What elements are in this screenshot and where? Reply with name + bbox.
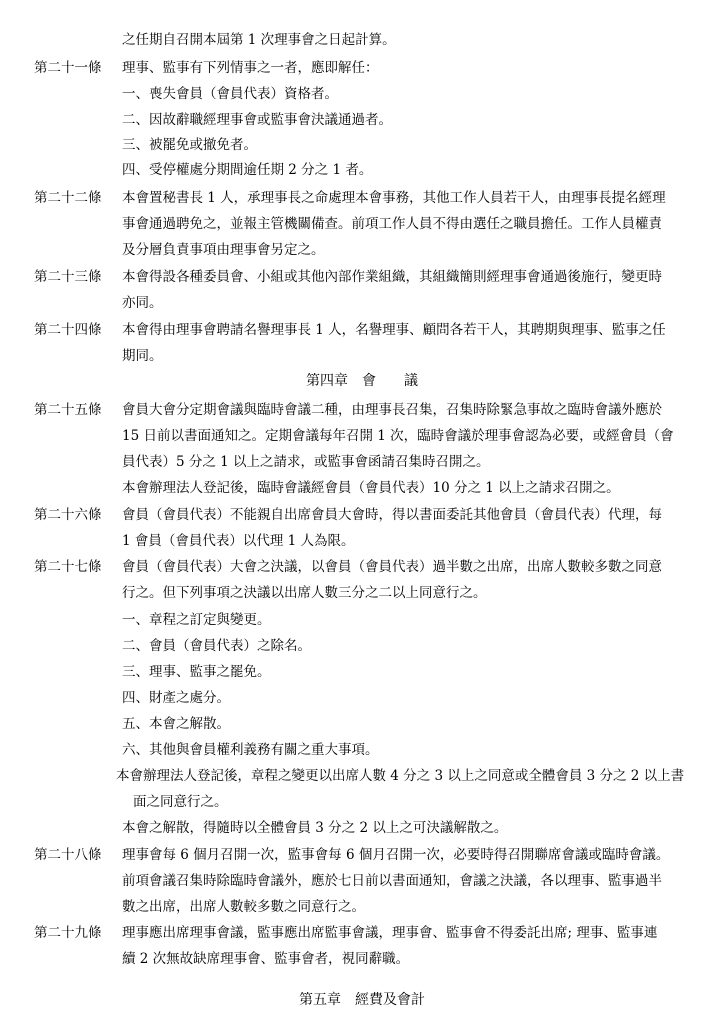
article-number: 第二十七條 [34, 559, 102, 575]
list-item: 一、章程之訂定與變更。 [122, 612, 271, 628]
text-line: 15 日前以書面通知之。定期會議每年召開 1 次，臨時會議於理事會認為必要，或經會員（會 [122, 428, 674, 444]
text-line: 事會通過聘免之，並報主管機關備查。前項工作人員不得由選任之職員擔任。工作人員權責 [122, 216, 662, 232]
text-line: 理事應出席理事會議，監事應出席監事會議，理事會、監事會不得委託出席; 理事、監事連 [122, 925, 658, 941]
article-number: 第二十四條 [34, 322, 102, 338]
article-number: 第二十五條 [34, 402, 102, 418]
text-line: 本會得設各種委員會、小組或其他內部作業組織，其組織簡則經理事會通過後施行，變更時 [122, 269, 662, 285]
text-line: 本會得由理事會聘請名譽理事長 1 人，名譽理事、顧問各若干人，其聘期與理事、監事之任 [122, 322, 666, 338]
text-line: 續 2 次無故缺席理事會、監事會者，視同辭職。 [122, 951, 410, 967]
text-line: 本會辦理法人登記後，臨時會議經會員（會員代表）10 分之 1 以上之請求召開之。 [122, 480, 620, 496]
list-item: 一、喪失會員（會員代表）資格者。 [122, 86, 338, 102]
article-number: 第二十二條 [34, 190, 102, 206]
chapter-title-char: 會 [362, 373, 376, 389]
chapter-number: 第五章 [299, 992, 341, 1008]
text-line: 會員（會員代表）大會之決議，以會員（會員代表）過半數之出席，出席人數較多數之同意 [122, 559, 662, 575]
text-line: 員代表）5 分之 1 以上之請求，或監事會函請召集時召開之。 [122, 454, 490, 470]
chapter-number: 第四章 [306, 373, 348, 389]
chapter-heading [0, 990, 724, 1010]
article-number: 第二十六條 [34, 507, 102, 523]
chapter-heading [0, 371, 724, 391]
list-item: 三、理事、監事之罷免。 [122, 664, 271, 680]
article-number: 第二十三條 [34, 269, 102, 285]
list-item: 四、財產之處分。 [122, 690, 230, 706]
list-item: 四、受停權處分期間逾任期 2 分之 1 者。 [122, 162, 373, 178]
article-number: 第二十九條 [34, 925, 102, 941]
text-line: 會員（會員代表）不能親自出席會員大會時，得以書面委託其他會員（會員代表）代理，每 [122, 507, 662, 523]
text-line: 本會之解散，得隨時以全體會員 3 分之 2 以上之可決議解散之。 [122, 820, 508, 836]
list-item: 三、被罷免或撤免者。 [122, 137, 257, 153]
text-line: 理事、監事有下列情事之一者，應即解任： [122, 60, 379, 76]
list-item: 二、因故辭職經理事會或監事會決議通過者。 [122, 112, 392, 128]
text-line: 及分層負責事項由理事會另定之。 [122, 242, 325, 258]
article-number: 第二十一條 [34, 60, 102, 76]
text-line: 本會置秘書長 1 人，承理事長之命處理本會事務，其他工作人員若干人，由理事長提名經理 [122, 190, 666, 206]
chapter-title: 經費及會計 [355, 992, 425, 1008]
text-line: 行之。但下列事項之決議以出席人數三分之二以上同意行之。 [122, 585, 487, 601]
text-line: 1 會員（會員代表）以代理 1 人為限。 [122, 533, 355, 549]
text-line: 期同。 [122, 348, 163, 364]
list-item: 六、其他與會員權利義務有關之重大事項。 [122, 742, 379, 758]
text-line: 面之同意行之。 [133, 794, 228, 810]
text-line: 會員大會分定期會議與臨時會議二種，由理事長召集，召集時除緊急事故之臨時會議外應於 [122, 402, 662, 418]
list-item: 二、會員（會員代表）之除名。 [122, 638, 311, 654]
text-line: 亦同。 [122, 295, 163, 311]
text-line: 數之出席，出席人數較多數之同意行之。 [122, 899, 365, 915]
article-number: 第二十八條 [34, 847, 102, 863]
text-line: 前項會議召集時除臨時會議外，應於七日前以書面通知，會議之決議，各以理事、監事過半 [122, 873, 662, 889]
text-line: 理事會每 6 個月召開一次，監事會每 6 個月召開一次，必要時得召開聯席會議或臨時會議。 [122, 847, 670, 863]
chapter-title-char: 議 [404, 373, 418, 389]
text-line: 之任期自召開本屆第 1 次理事會之日起計算。 [122, 32, 396, 48]
text-line: 本會辦理法人登記後，章程之變更以出席人數 4 分之 3 以上之同意或全體會員 3 分之 2 以上書 [116, 768, 685, 784]
list-item: 五、本會之解散。 [122, 716, 230, 732]
